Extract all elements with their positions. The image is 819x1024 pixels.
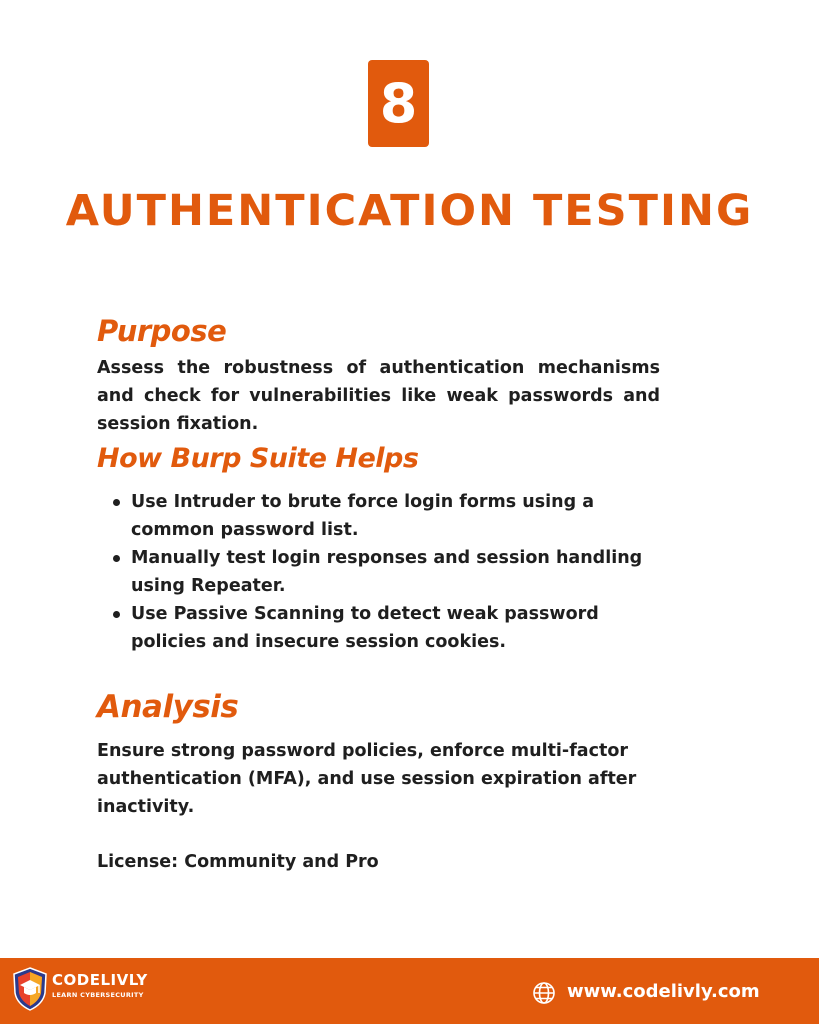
analysis-text: Ensure strong password policies, enforce multi-factor authentication (MFA), and use session expiration after inactivity. (97, 741, 637, 817)
brand-name: CODELIVLY (52, 971, 148, 989)
burp-bullet-list (113, 488, 673, 656)
purpose-heading: Purpose (97, 314, 227, 348)
bullet-icon (113, 555, 120, 562)
bullet-text: Use Intruder to brute force login forms using a common password list. (131, 492, 595, 540)
page-number-badge (368, 60, 429, 147)
list-item (113, 488, 673, 544)
website-link[interactable]: www.codelivly.com (567, 981, 760, 1002)
codelivly-logo-icon (12, 967, 48, 1011)
list-item (113, 544, 673, 600)
burp-heading: How Burp Suite Helps (97, 443, 419, 474)
brand-tagline: LEARN CYBERSECURITY (52, 991, 144, 999)
purpose-text: Assess the robustness of authentication mechanisms and check for vulnerabilities like weak passwords and session fixation. (97, 358, 660, 434)
analysis-heading: Analysis (97, 689, 239, 725)
bullet-text: Use Passive Scanning to detect weak password policies and insecure session cookies. (131, 604, 599, 652)
bullet-icon (113, 611, 120, 618)
bullet-text: Manually test login responses and session handling using Repeater. (131, 548, 643, 596)
globe-icon (532, 981, 556, 1005)
list-item (113, 600, 673, 656)
license-text: License: Community and Pro (97, 852, 379, 872)
bullet-icon (113, 499, 120, 506)
footer-bar (0, 958, 819, 1024)
page-title: AUTHENTICATION TESTING (65, 186, 754, 236)
page-number: 8 (379, 71, 418, 135)
